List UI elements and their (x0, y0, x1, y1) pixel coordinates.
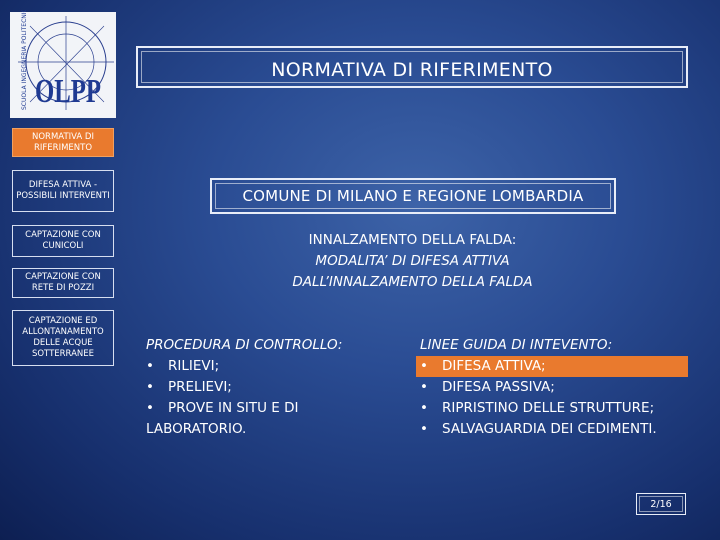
list-item-continuation: LABORATORIO. (146, 421, 247, 437)
bullet: • (146, 379, 154, 395)
intervention-guidelines-list (420, 335, 692, 440)
list-item (146, 377, 386, 398)
bullet: • (420, 358, 428, 374)
nav-item-normativa[interactable] (12, 128, 114, 157)
bullet: • (420, 400, 428, 416)
nav-item-label: CAPTAZIONE ED ALLONTANAMENTO DELLE ACQUE SOTTERRANEE (22, 316, 104, 359)
control-procedure-list (146, 335, 386, 440)
subtitle-box (210, 178, 616, 214)
list-item (420, 398, 692, 419)
subtitle: COMUNE DI MILANO E REGIONE LOMBARDIA (242, 187, 584, 205)
olpp-logo-graphic (8, 10, 118, 120)
nav-item-allontanamento[interactable] (12, 310, 114, 366)
olpp-logo (8, 10, 118, 120)
list-item (146, 356, 386, 377)
list-item-text: SALVAGUARDIA DEI CEDIMENTI. (442, 421, 657, 437)
logo-mark: OLPP (35, 73, 101, 110)
list-item-text: PRELIEVI; (168, 379, 232, 395)
list-item (420, 377, 692, 398)
bullet: • (420, 421, 428, 437)
title-box (136, 46, 688, 88)
heading-line-3: DALL’INNALZAMENTO DELLA FALDA (292, 274, 533, 290)
nav-item-label: NORMATIVA DI RIFERIMENTO (32, 131, 94, 153)
logo-side-text: SCUOLA INGEGNERIA POLITECNICO (21, 10, 28, 110)
bullet: • (146, 400, 154, 416)
list-item-text: RIPRISTINO DELLE STRUTTURE; (442, 400, 655, 416)
section-heading (250, 230, 575, 293)
nav-item-label: DIFESA ATTIVA - POSSIBILI INTERVENTI (16, 180, 110, 201)
nav-item-difesa-attiva[interactable] (12, 170, 114, 212)
page-number: 2/16 (650, 498, 672, 510)
control-procedure-header: PROCEDURA DI CONTROLLO: (146, 337, 343, 353)
nav-item-rete-pozzi[interactable] (12, 268, 114, 298)
list-item (146, 398, 386, 419)
list-item-text: DIFESA ATTIVA; (442, 358, 546, 374)
heading-line-1: INNALZAMENTO DELLA FALDA: (308, 232, 517, 248)
list-item-text: DIFESA PASSIVA; (442, 379, 555, 395)
list-item (420, 419, 692, 440)
guidelines-header: LINEE GUIDA DI INTEVENTO: (420, 337, 613, 353)
list-item-highlighted[interactable] (416, 356, 688, 377)
nav-item-label: CAPTAZIONE CON RETE DI POZZI (25, 272, 101, 293)
nav-item-cunicoli[interactable] (12, 225, 114, 257)
bullet: • (146, 358, 154, 374)
page-number-box[interactable] (636, 493, 686, 515)
nav-item-label: CAPTAZIONE CON CUNICOLI (25, 230, 101, 251)
list-item-text: PROVE IN SITU E DI (168, 400, 299, 416)
heading-line-2: MODALITA’ DI DIFESA ATTIVA (315, 253, 510, 269)
page-title: NORMATIVA DI RIFERIMENTO (271, 59, 553, 81)
list-item-text: RILIEVI; (168, 358, 220, 374)
bullet: • (420, 379, 428, 395)
